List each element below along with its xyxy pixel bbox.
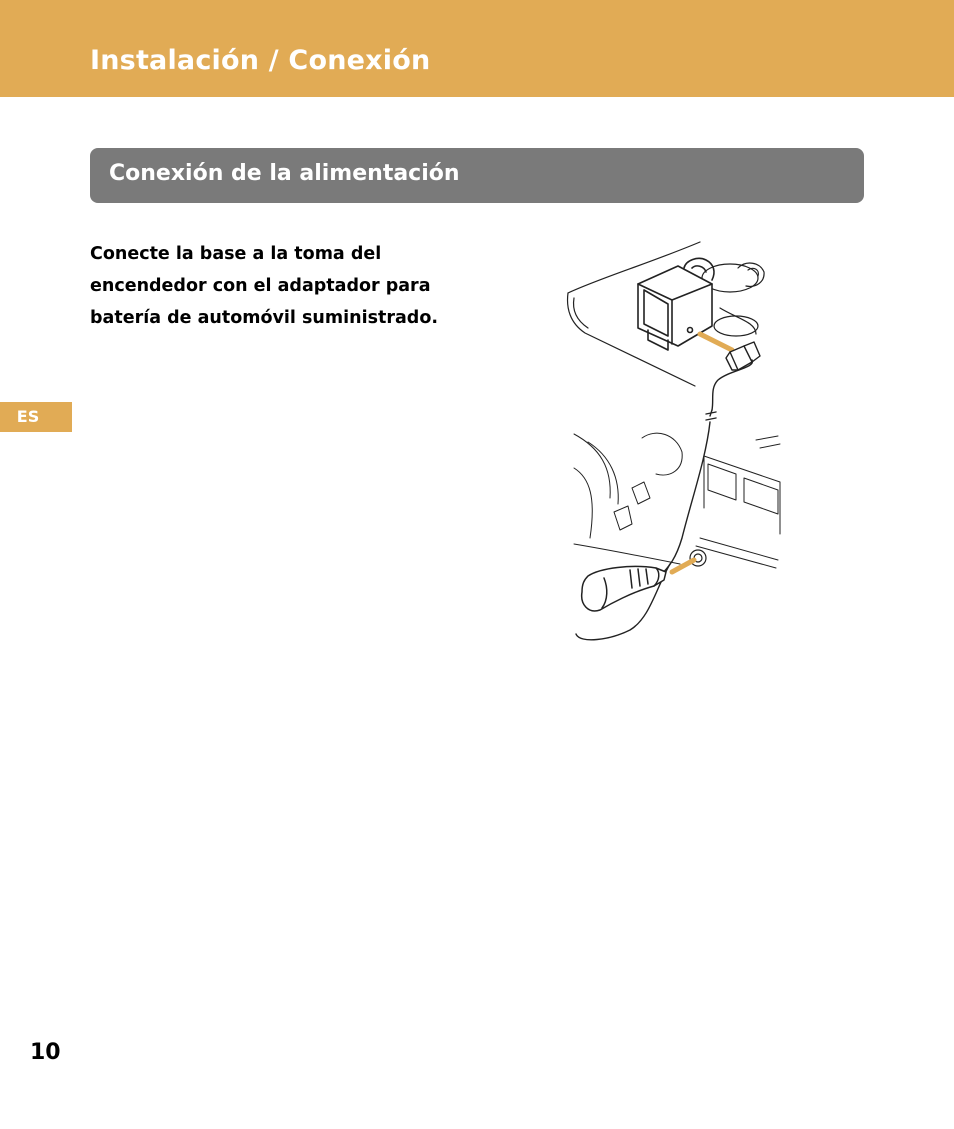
connect-arrow-lower <box>672 560 694 572</box>
language-tab <box>0 402 72 432</box>
connect-arrow-upper <box>700 334 732 350</box>
instruction-text <box>90 238 470 334</box>
car-adapter-plug-icon <box>582 566 666 610</box>
section-title: Conexión de la alimentación <box>109 161 460 186</box>
instruction-line-3: batería de automóvil suministrado. <box>90 308 438 328</box>
car-charger-connection-illustration <box>560 238 790 648</box>
car-dashboard <box>574 433 780 568</box>
section-header <box>90 148 864 203</box>
instruction-line-1: Conecte la base a la toma del <box>90 244 382 264</box>
header-banner <box>0 0 954 97</box>
cradle-plug-icon <box>726 342 760 370</box>
language-tab-label: ES <box>16 407 40 426</box>
page-number: 10 <box>30 1040 61 1065</box>
instruction-line-2: encendedor con el adaptador para <box>90 276 431 296</box>
page-title: Instalación / Conexión <box>90 45 431 76</box>
